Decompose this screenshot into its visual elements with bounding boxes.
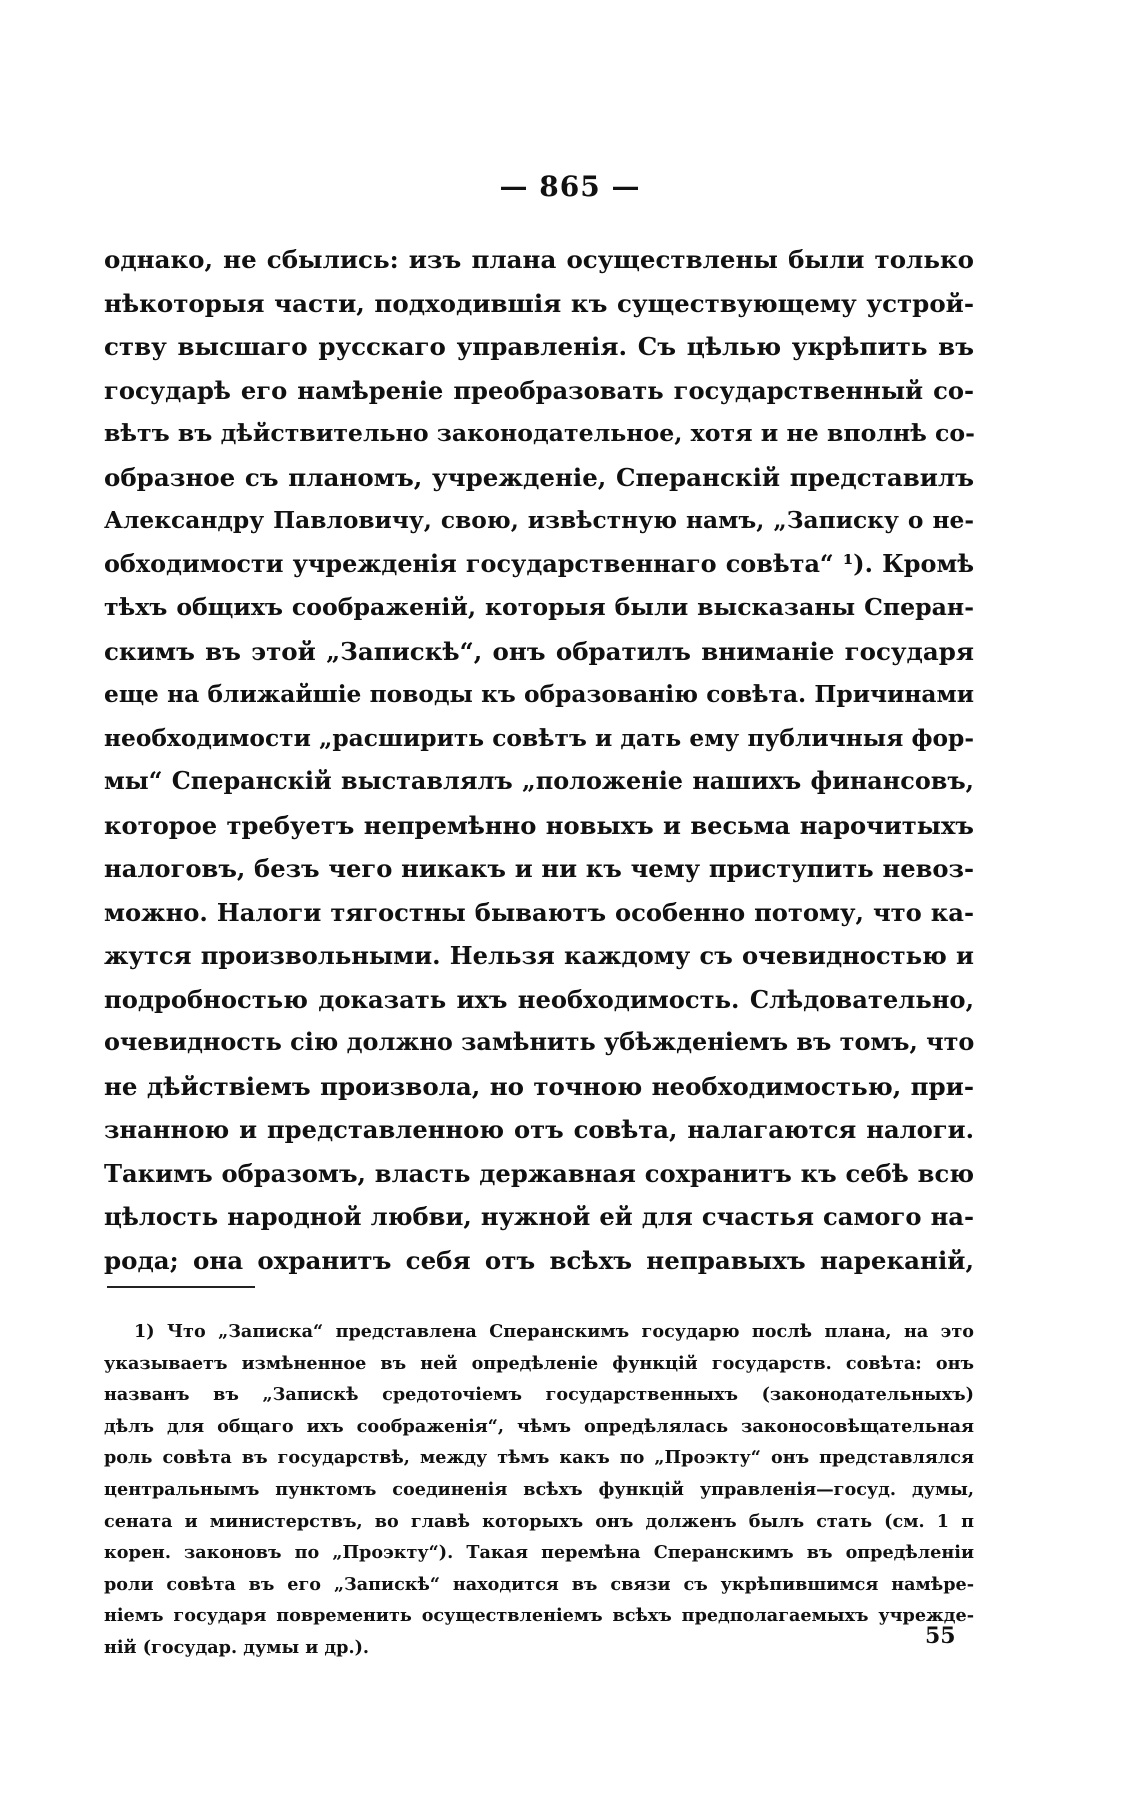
text-line: необходимости „расширить совѣтъ и дать ему публичныя фор- [104,724,974,752]
text-line: можно. Налоги тягостны бываютъ особенно потому, что ка- [104,897,974,927]
text-line: знанною и представленною отъ совѣта, налагаются налоги. [104,1115,974,1144]
text-line: тѣхъ общихъ соображеній, которыя были высказаны Сперан- [104,593,974,621]
text-line: Александру Павловичу, свою, извѣстную намъ, „Записку о не- [104,507,974,534]
footnote-line: ніемъ государя повременить осуществленіемъ всѣхъ предполагаемыхъ учрежде- [104,1605,974,1627]
text-line: нѣкоторыя части, подходившія къ существующему устрой- [104,288,974,318]
footnote-line: ній (государ. думы и др.). [104,1636,370,1658]
footnote-line: 1) Что „Записка“ представлена Сперанскимъ государю послѣ плана, на это [134,1321,974,1342]
text-line: Такимъ образомъ, власть державная сохранитъ къ себѣ всю [104,1158,974,1188]
text-line: образное съ планомъ, учрежденіе, Сперанскій представилъ [104,462,974,492]
text-line: не дѣйствіемъ произвола, но точною необходимостью, при- [104,1071,974,1101]
footnote-divider [107,1286,255,1288]
footnote-line: указываетъ измѣненное въ ней опредѣленіе функцій государств. совѣта: онъ [104,1352,974,1374]
text-line: жутся произвольными. Нельзя каждому съ очевидностью и [104,941,974,970]
printer-signature: 55 [925,1623,956,1649]
text-line: однако, не сбылись: изъ плана осуществлены были только [104,245,974,274]
text-line: мы“ Сперанскій выставлялъ „положеніе нашихъ финансовъ, [104,767,974,795]
text-line: еще на ближайшіе поводы къ образованію совѣта. Причинами [104,681,974,708]
text-line: цѣлость народной любви, нужной ей для счастья самого на- [104,1202,974,1231]
footnote-line: сената и министерствъ, во главѣ которыхъ онъ долженъ былъ стать (см. 1 п [104,1510,974,1532]
footnote-line: центральнымъ пунктомъ соединенія всѣхъ функцій управленія—госуд. думы, [104,1478,974,1500]
footnote [104,1316,974,1664]
text-line: обходимости учрежденія государственнаго совѣта“ ¹). Кромѣ [104,549,974,578]
text-line: вѣтъ въ дѣйствительно законодательное, хотя и не вполнѣ со- [104,419,975,447]
text-line: ству высшаго русскаго управленія. Съ цѣлью укрѣпить въ [104,332,974,361]
footnote-line: названъ въ „Запискѣ средоточіемъ государственныхъ (законодательныхъ) [104,1384,974,1406]
page-number: — 865 — [499,170,641,203]
footnote-line: дѣлъ для общаго ихъ соображенія“, чѣмъ опредѣлялась законосовѣщательная [104,1415,974,1437]
text-line: которое требуетъ непремѣнно новыхъ и весьма нарочитыхъ [104,810,974,840]
text-line: государѣ его намѣреніе преобразовать государственный со- [104,375,974,405]
footnote-line: роль совѣта въ государствѣ, между тѣмъ какъ по „Проэкту“ онъ представлялся [104,1447,974,1469]
text-line: рода; она охранитъ себя отъ всѣхъ неправыхъ нареканій, [104,1245,974,1275]
footnote-line: корен. законовъ по „Проэкту“). Такая перемѣна Сперанскимъ въ опредѣленіи [104,1542,974,1564]
text-line: налоговъ, безъ чего никакъ и ни къ чему приступить невоз- [104,854,974,883]
main-text [104,238,974,1282]
footnote-line: роли совѣта въ его „Запискѣ“ находится въ связи съ укрѣпившимся намѣре- [104,1573,974,1595]
text-line: очевидность сію должно замѣнить убѣжденіемъ въ томъ, что [104,1028,975,1056]
text-line: подробностью доказать ихъ необходимость. Слѣдовательно, [104,984,974,1014]
text-line: скимъ въ этой „Запискѣ“, онъ обратилъ вниманіе государя [104,636,974,666]
